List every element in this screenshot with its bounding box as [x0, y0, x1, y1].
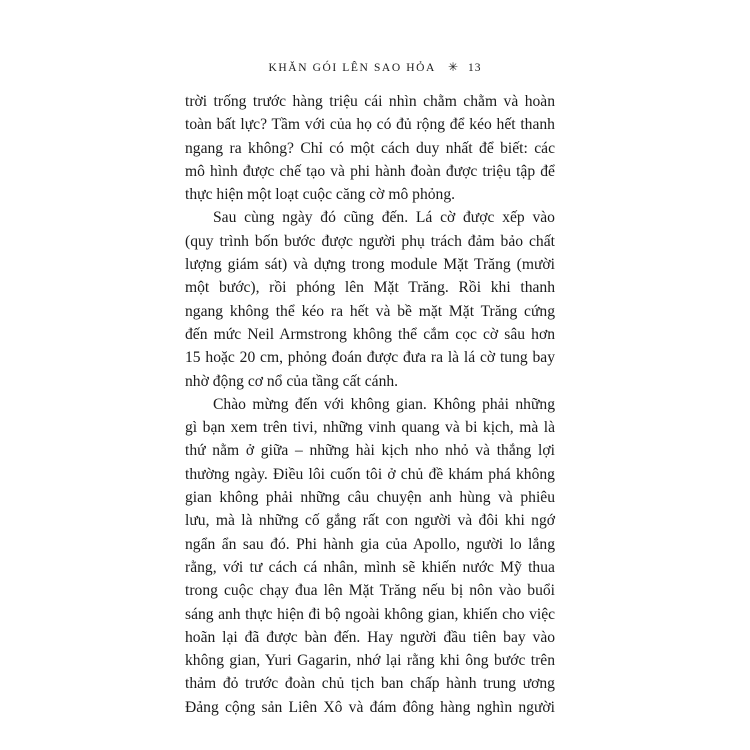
text-line: Sau cùng ngày đó cũng đến. Lá cờ được xếp vào [213, 209, 555, 227]
text-line: trời trống trước hàng triệu cái nhìn chằm chằm và hoàn [185, 93, 556, 110]
text-line: trong cuộc chạy đua lên Mặt Trăng nếu bị nôn vào buổi [185, 582, 556, 600]
text-line: mô hình được chế tạo và phi hành đoàn được triệu tập để [185, 162, 555, 180]
text-line: thảm đỏ trước đoàn chủ tịch ban chấp hành trung ương [185, 675, 555, 693]
text-line: ngang ra không? Chỉ có một cách duy nhất để biết: các [185, 139, 556, 157]
text-line: ngẩn ẩn sau đó. Phi hành gia của Apollo, người lo lắng [185, 535, 556, 553]
text-line: Chào mừng đến với không gian. Không phải những [213, 395, 555, 413]
text-line: lượng giám sát) và dựng trong module Mặt Trăng (mười [185, 256, 555, 274]
text-line: đến mức Neil Armstrong không thể cắm cọc cờ sâu hơn [185, 325, 555, 343]
paragraph-2 [185, 206, 555, 392]
text-line: không gian, Yuri Gagarin, nhớ lại rằng khi ông bước trên [185, 652, 556, 670]
text-line: nhờ động cơ nổ của tầng cất cánh. [185, 372, 399, 390]
text-line: lưu, mà là những cố gắng rất con người và đôi khi ngớ [185, 512, 555, 530]
page-number: 13 [468, 62, 482, 74]
paragraph-3 [185, 393, 555, 719]
paragraph-1 [185, 90, 555, 206]
text-line: thứ nằm ở giữa – những hài kịch nho nhỏ và thắng lợi [185, 442, 555, 460]
text-line: thực hiện một loạt cuộc căng cờ mô phỏng. [185, 186, 456, 204]
text-line: gian không phải những câu chuyện anh hùng và phiêu [185, 489, 555, 507]
text-line: hoãn lại đã được bàn đến. Hay người đầu tiên bay vào [185, 628, 556, 646]
body-text [185, 90, 555, 719]
separator-asterisk-icon: ✳ [447, 60, 458, 74]
text-line: toàn bất lực? Tầm với của họ có đủ rộng để kéo hết thanh [185, 116, 555, 134]
text-line: một bước), rồi phóng lên Mặt Trăng. Rồi khi thanh [185, 279, 556, 297]
text-line: ngang không thể kéo ra hết và bề mặt Mặt Trăng cứng [185, 302, 556, 320]
chapter-title: KHĂN GÓI LÊN SAO HỎA [268, 62, 436, 74]
text-line: gì bạn xem trên tivi, những vinh quang và bi kịch, mà là [185, 419, 556, 437]
text-line: Đảng cộng sản Liên Xô và đám đông hàng nghìn người [185, 698, 556, 716]
text-line: rằng, với tư cách cá nhân, mình sẽ khiến nước Mỹ thua [185, 558, 555, 576]
running-header [0, 60, 750, 75]
text-line: (quy trình bốn bước được người phụ trách đảm bảo chất [185, 232, 555, 250]
text-line: 15 hoặc 20 cm, phỏng đoán được đưa ra là lá cờ tung bay [185, 349, 555, 367]
text-line: thường ngày. Điều lôi cuốn tôi ở chủ đề khám phá không [185, 465, 555, 483]
text-line: sáng anh thực hiện đi bộ ngoài không gian, khiến cho việc [185, 605, 556, 623]
